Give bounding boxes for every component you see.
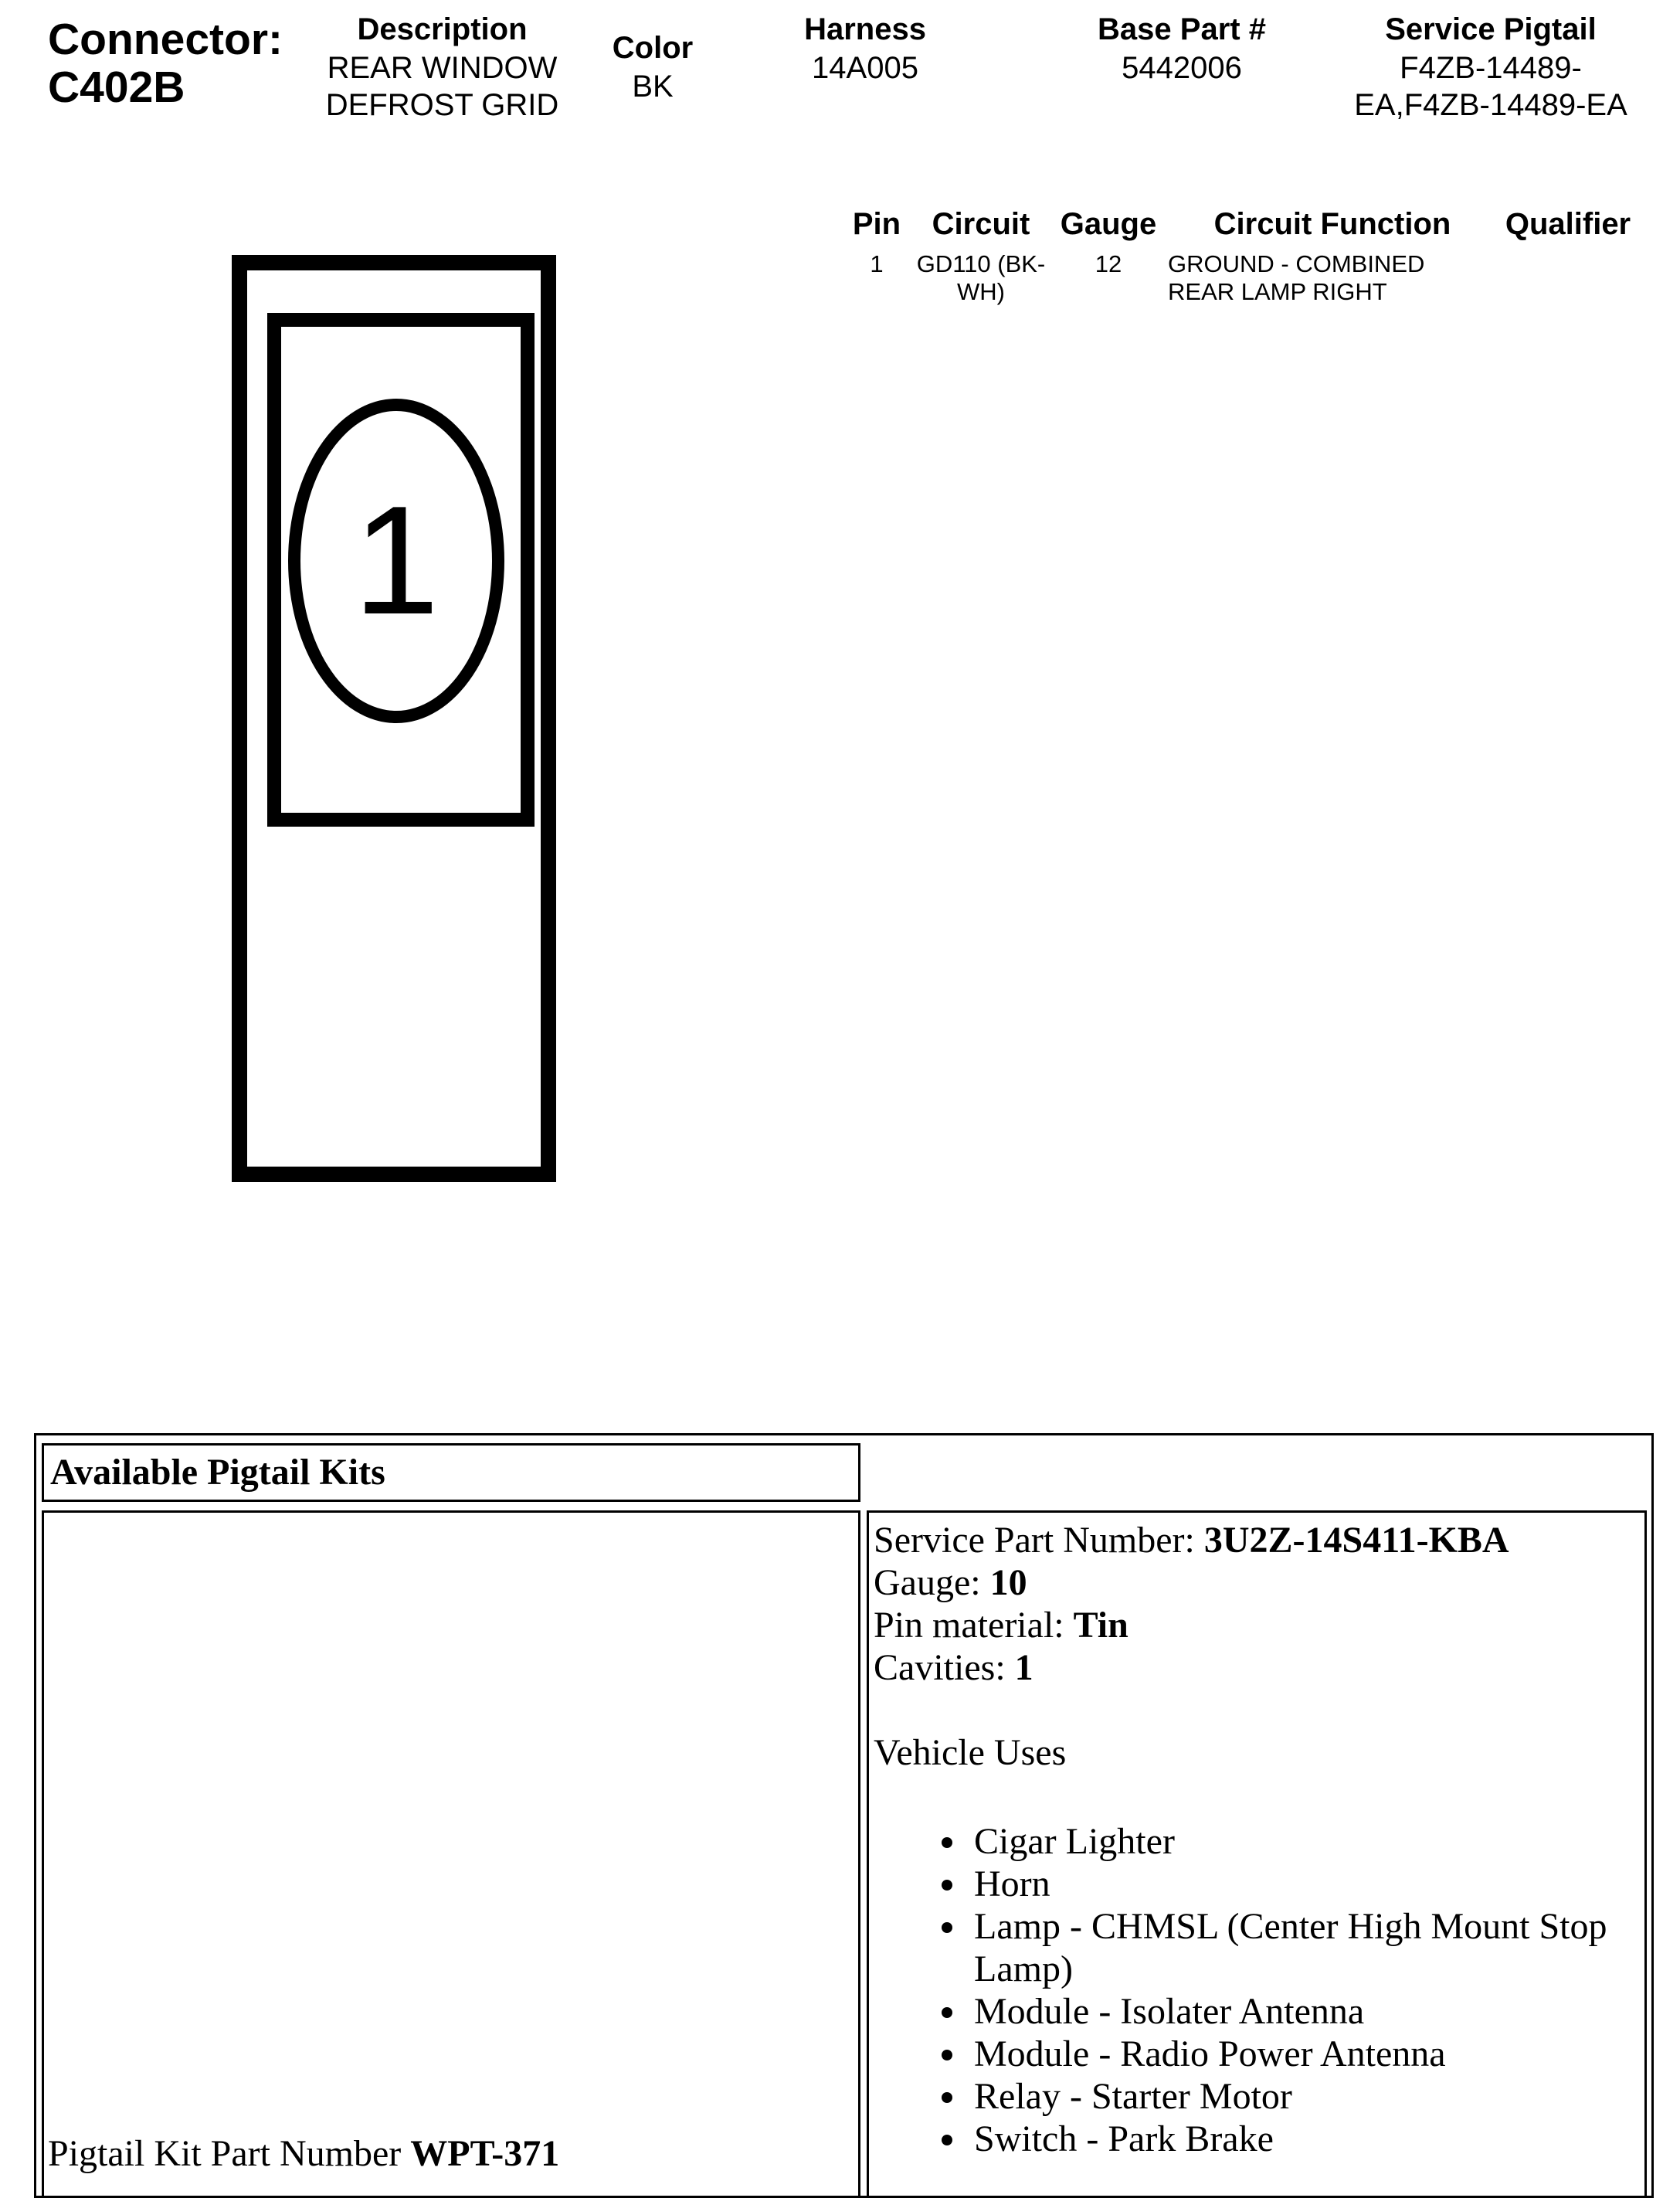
cavities-value: 1 (1014, 1647, 1033, 1688)
service-pigtail-header: Service Pigtail (1385, 12, 1597, 46)
circuit-function-header: Circuit Function (1213, 207, 1451, 241)
pin-header: Pin (852, 207, 901, 241)
connector-id: C402B (48, 63, 185, 112)
gauge-label: Gauge: (874, 1562, 990, 1603)
description-column (305, 9, 579, 124)
service-pigtail-column (1329, 9, 1653, 124)
bullet-icon (942, 1880, 952, 1891)
base-part-value: 5442006 (1122, 51, 1242, 85)
description-header: Description (357, 12, 528, 46)
gauge-header: Gauge (1060, 207, 1157, 241)
service-pigtail-line-2: EA,F4ZB-14489-EA (1354, 88, 1627, 122)
circuit-line-2: WH) (957, 278, 1005, 305)
qualifier-header: Qualifier (1505, 207, 1631, 241)
base-part-column (1066, 9, 1298, 87)
pin-number-label: 1 (353, 474, 440, 647)
pigtail-kits-title: Available Pigtail Kits (42, 1443, 860, 1502)
circuit-header: Circuit (932, 207, 1030, 241)
list-item: Switch - Park Brake (874, 2118, 1644, 2160)
list-item: Cigar Lighter (874, 1820, 1644, 1863)
connector-label: Connector: (48, 15, 283, 64)
kit-part-value: WPT-371 (410, 2133, 560, 2174)
pigtail-kit-image-cell (42, 1510, 860, 2198)
base-part-header: Base Part # (1098, 12, 1266, 46)
list-item: Module - Radio Power Antenna (874, 2033, 1644, 2075)
list-item: Relay - Starter Motor (874, 2075, 1644, 2118)
pin-material-label: Pin material: (874, 1605, 1074, 1646)
pin-material-line (874, 1604, 1644, 1646)
description-line-1: REAR WINDOW (327, 51, 558, 85)
description-line-2: DEFROST GRID (325, 88, 559, 122)
bullet-icon (942, 2135, 952, 2145)
gauge-value: 10 (989, 1562, 1027, 1603)
circuit-cell (908, 250, 1054, 306)
bullet-icon (942, 2050, 952, 2060)
harness-column (772, 9, 958, 87)
color-value: BK (632, 70, 674, 104)
cavities-line (874, 1646, 1644, 1689)
cavities-label: Cavities: (874, 1647, 1015, 1688)
harness-value: 14A005 (812, 51, 918, 85)
connector-title (48, 15, 283, 111)
bullet-icon (942, 1922, 952, 1933)
vehicle-uses-list (874, 1820, 1644, 2160)
service-part-number-line (874, 1519, 1644, 1561)
color-column (587, 28, 718, 105)
function-line-1: GROUND - COMBINED (1168, 250, 1425, 277)
gauge-cell: 12 (1095, 250, 1122, 277)
color-header: Color (612, 31, 694, 65)
pigtail-kit-part-number (48, 2132, 559, 2176)
kit-part-label: Pigtail Kit Part Number (48, 2133, 411, 2174)
list-item: Lamp - CHMSL (Center High Mount Stop Lamp) (874, 1905, 1644, 1990)
harness-header: Harness (804, 12, 926, 46)
bullet-icon (942, 2007, 952, 2018)
pin-material-value: Tin (1073, 1605, 1128, 1646)
service-part-label: Service Part Number: (874, 1520, 1204, 1561)
circuit-function-cell (1168, 250, 1477, 306)
service-part-value: 3U2Z-14S411-KBA (1203, 1520, 1509, 1561)
pin-cell: 1 (870, 250, 884, 277)
vehicle-uses-title: Vehicle Uses (874, 1732, 1067, 1773)
bullet-icon (942, 2092, 952, 2103)
pin-cavity-circle (288, 399, 504, 723)
list-item: Module - Isolater Antenna (874, 1990, 1644, 2033)
circuit-line-1: GD110 (BK- (916, 250, 1046, 277)
list-item: Horn (874, 1863, 1644, 1905)
function-line-2: REAR LAMP RIGHT (1168, 278, 1387, 305)
bullet-icon (942, 1837, 952, 1848)
service-pigtail-line-1: F4ZB-14489- (1400, 51, 1582, 85)
gauge-line (874, 1561, 1644, 1604)
pigtail-kit-details-cell (867, 1510, 1647, 2198)
